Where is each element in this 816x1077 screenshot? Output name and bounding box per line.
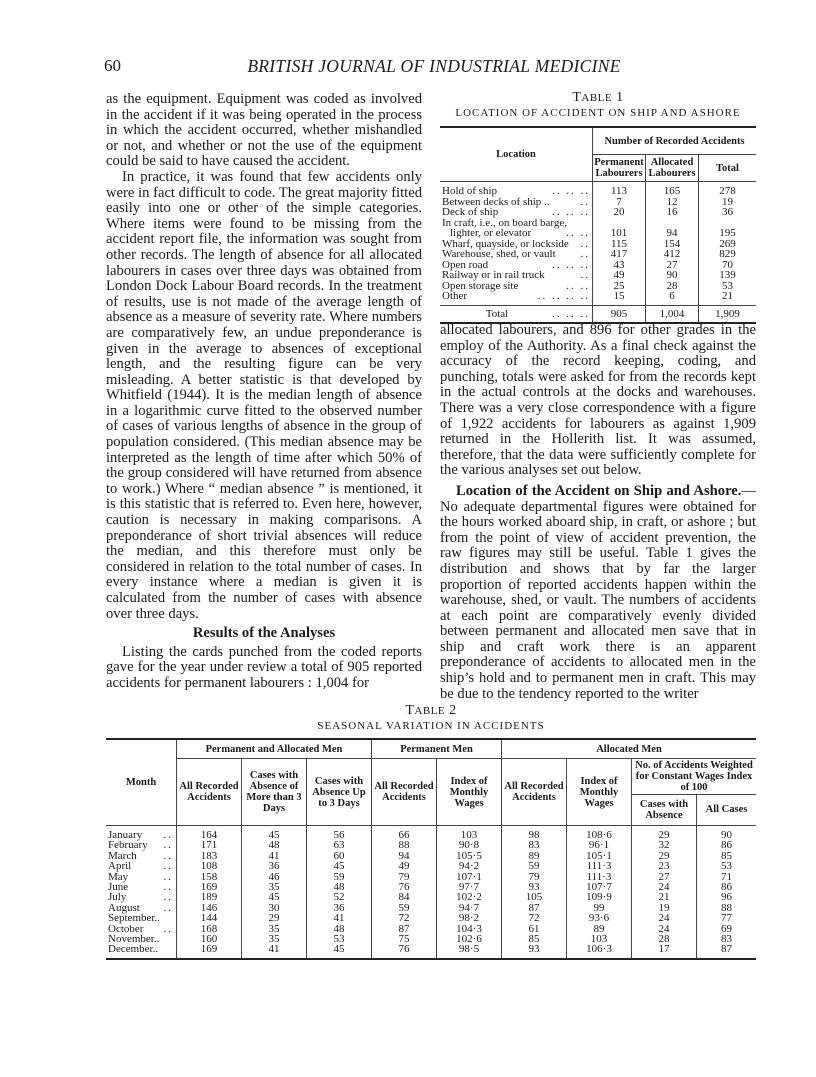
month-cell xyxy=(106,826,177,841)
table1-header-permanent: Permanent Labourers xyxy=(593,155,646,182)
pa-all-cell: 108 xyxy=(177,861,242,871)
w-all-cell: 83 xyxy=(721,933,732,946)
allocated-cell: 16 xyxy=(646,207,699,218)
table2-header-w-all: All Cases xyxy=(697,794,757,825)
w-all-cell: 86 xyxy=(721,839,732,852)
w-absence-cell: 17 xyxy=(632,944,697,958)
p-wages-cell: 103 xyxy=(437,826,502,841)
month-label: August xyxy=(108,901,140,914)
month-label: April xyxy=(108,860,132,873)
table1-header-group: Number of Recorded Accidents xyxy=(593,127,757,155)
p-all-cell: 84 xyxy=(372,892,437,902)
a-all-cell: 79 xyxy=(502,872,567,882)
dot-leader: .. xyxy=(163,922,173,935)
location-cell xyxy=(440,182,593,197)
dot-leader: .. xyxy=(163,860,173,873)
right-column xyxy=(440,323,756,702)
pa-all-cell: 160 xyxy=(177,934,242,944)
location-label: Railway or in rail truck xyxy=(442,269,545,281)
pa-all-cell: 169 xyxy=(177,944,242,958)
a-all-cell: 93 xyxy=(502,944,567,958)
dot-leader: .. xyxy=(163,870,173,883)
permanent-cell: 115 xyxy=(593,239,646,250)
table-row xyxy=(440,291,756,305)
table1-title xyxy=(440,90,756,119)
run-in-heading: Location of the Accident on Ship and Ashore. xyxy=(456,482,742,499)
location-cell xyxy=(440,291,593,305)
a-all-cell: 85 xyxy=(502,934,567,944)
paragraph: In practice, it was found that few accidents only were in fact difficult to code. The great majority fitted easily into one or other of the simple categories. Where items were found to be missing from the accident report file, the information was sought from other records. The length of absence for all allocated labourers in cases over three days was obtained from London Dock Labour Board records. In the treatment of results, use is not made of the average length of absence as a measure of severity rate. Where numbers are comparatively few, an undue preponderance is given in the average to absences of exceptional length, and the resulting figure can be very misleading. A better statistic is that developed by Whitfield (1944). It is the median length of absence in a logarithmic curve fitted to the observed number of cases of various lengths of absence in the group of population considered. (This median absence may be interpreted as the length of time after which 50% of the group considered will have returned from absence to work.) Where “ median absence ” is mentioned, it is this statistic that is referred to. Even here, however, caution is necessary in making comparisons. A preponderance of short trivial absences will reduce the median, and this therefore must only be considered in relation to the total number of cases. In every instance where a median is given it is calculated from the number of cases with absence over three days. xyxy=(106,168,422,622)
dot-leader: .. xyxy=(580,237,590,250)
month-label: March xyxy=(108,849,137,862)
total-cell: 829 xyxy=(719,248,736,260)
allocated-cell: 28 xyxy=(646,281,699,292)
location-label: lighter, or elevator xyxy=(450,227,532,239)
w-absence-cell: 23 xyxy=(632,861,697,871)
a-all-cell: 89 xyxy=(502,851,567,861)
pa-all-cell: 171 xyxy=(177,840,242,850)
pa-more3-cell: 35 xyxy=(242,882,307,892)
total-cell: 195 xyxy=(719,227,736,239)
permanent-cell: 49 xyxy=(593,270,646,281)
table-row xyxy=(440,281,756,292)
pa-upto3-cell: 56 xyxy=(307,826,372,841)
location-label: Wharf, quayside, or lockside xyxy=(442,237,569,250)
dot-leader: .. xyxy=(580,269,590,281)
p-wages-cell: 104·3 xyxy=(437,924,502,934)
pa-more3-cell: 36 xyxy=(242,861,307,871)
allocated-cell: 165 xyxy=(646,182,699,197)
allocated-cell: 412 xyxy=(646,249,699,260)
table-row xyxy=(106,826,756,841)
p-wages-cell: 107·1 xyxy=(437,872,502,882)
pa-more3-cell: 45 xyxy=(242,892,307,902)
p-wages-cell: 98·5 xyxy=(437,944,502,958)
a-wages-cell: 89 xyxy=(567,924,632,934)
dot-leader: .. .. xyxy=(566,227,590,239)
left-column xyxy=(106,92,422,692)
a-all-cell: 93 xyxy=(502,882,567,892)
w-absence-cell: 21 xyxy=(632,892,697,902)
pa-all-cell: 144 xyxy=(177,913,242,923)
pa-upto3-cell: 48 xyxy=(307,882,372,892)
total-label: Total xyxy=(485,307,509,320)
p-all-cell: 79 xyxy=(372,872,437,882)
table2-header-month: Month xyxy=(106,739,177,826)
pa-upto3-cell: 48 xyxy=(307,924,372,934)
permanent-cell: 101 xyxy=(593,228,646,239)
total-cell: 70 xyxy=(722,258,733,271)
a-all-cell: 72 xyxy=(502,913,567,923)
pa-upto3-cell: 36 xyxy=(307,903,372,913)
p-wages-cell: 102·6 xyxy=(437,934,502,944)
w-all-cell: 88 xyxy=(721,901,732,914)
w-absence-cell: 19 xyxy=(632,903,697,913)
w-absence-cell: 24 xyxy=(632,882,697,892)
paragraph: Listing the cards punched from the coded reports gave for the year under review a total of 905 reported accidents for permanent labourers : 1,004 for xyxy=(106,643,422,691)
paragraph-location xyxy=(440,484,756,702)
total-cell: 21 xyxy=(722,290,733,302)
a-all-cell: 59 xyxy=(502,861,567,871)
pa-all-cell: 168 xyxy=(177,924,242,934)
running-header xyxy=(104,56,764,80)
w-all-cell: 87 xyxy=(721,943,732,956)
table2-group-permanent: Permanent Men xyxy=(372,739,502,759)
table-row xyxy=(106,944,756,958)
a-wages-cell: 103 xyxy=(567,934,632,944)
pa-more3-cell: 41 xyxy=(242,944,307,958)
page-number: 60 xyxy=(104,56,121,75)
dot-leader: .. xyxy=(163,891,173,904)
table2-header-weighted: No. of Accidents Weighted for Constant Wages Index of 100 xyxy=(632,759,757,795)
a-wages-cell: 105·1 xyxy=(567,851,632,861)
w-all-cell: 90 xyxy=(721,829,732,841)
w-absence-cell: 27 xyxy=(632,872,697,882)
table2-title xyxy=(106,703,756,732)
pa-upto3-cell: 45 xyxy=(307,861,372,871)
permanent-cell: 43 xyxy=(593,260,646,271)
table2-label: TABLE 2 xyxy=(405,703,457,718)
pa-upto3-cell: 41 xyxy=(307,913,372,923)
pa-upto3-cell: 45 xyxy=(307,944,372,958)
table-row xyxy=(440,182,756,197)
a-wages-cell: 93·6 xyxy=(567,913,632,923)
location-label: In craft, i.e., on board barge, xyxy=(442,216,568,229)
pa-more3-cell: 35 xyxy=(242,924,307,934)
dot-leader: .. .. .. xyxy=(552,258,590,271)
pa-upto3-cell: 53 xyxy=(307,934,372,944)
dot-leader: .. .. .. xyxy=(552,307,590,320)
dot-leader: .. .. .. xyxy=(552,206,590,218)
pa-upto3-cell: 60 xyxy=(307,851,372,861)
p-all-cell: 87 xyxy=(372,924,437,934)
allocated-cell: 94 xyxy=(646,228,699,239)
location-label: Open road xyxy=(442,258,489,271)
total-row xyxy=(440,305,756,323)
allocated-cell: 27 xyxy=(646,260,699,271)
location-label: Open storage site xyxy=(442,279,519,292)
pa-more3-cell: 35 xyxy=(242,934,307,944)
total-cell: 139 xyxy=(719,269,736,281)
section-heading: Results of the Analyses xyxy=(192,625,336,642)
a-wages-cell: 108·6 xyxy=(567,826,632,841)
pa-more3-cell: 48 xyxy=(242,840,307,850)
pa-more3-cell: 46 xyxy=(242,872,307,882)
dot-leader: .. xyxy=(163,881,173,894)
w-absence-cell: 24 xyxy=(632,924,697,934)
table2-header-pa-all: All Recorded Accidents xyxy=(177,759,242,826)
w-all-cell: 69 xyxy=(721,922,732,935)
total-total-cell: 1,909 xyxy=(699,305,757,323)
month-label: July xyxy=(108,891,127,904)
table1-header-allocated: Allocated Labourers xyxy=(646,155,699,182)
table2-header-a-all: All Recorded Accidents xyxy=(502,759,567,826)
total-cell: 278 xyxy=(719,185,736,197)
dot-leader: .. xyxy=(580,195,590,208)
table2-group-allocated: Allocated Men xyxy=(502,739,757,759)
w-all-cell: 77 xyxy=(721,912,732,925)
dot-leader: .. .. xyxy=(566,279,590,292)
p-wages-cell: 97·7 xyxy=(437,882,502,892)
pa-upto3-cell: 59 xyxy=(307,872,372,882)
table2-header-p-all: All Recorded Accidents xyxy=(372,759,437,826)
dot-leader: .. .. .. .. xyxy=(537,290,590,302)
a-wages-cell: 99 xyxy=(567,903,632,913)
w-absence-cell: 32 xyxy=(632,840,697,850)
p-wages-cell: 94·2 xyxy=(437,861,502,871)
p-all-cell: 75 xyxy=(372,934,437,944)
table2-header-pa-more3: Cases with Absence of More than 3 Days xyxy=(242,759,307,826)
pa-more3-cell: 41 xyxy=(242,851,307,861)
table2 xyxy=(106,738,756,960)
p-all-cell: 76 xyxy=(372,882,437,892)
allocated-cell: 12 xyxy=(646,197,699,208)
p-all-cell: 76 xyxy=(372,944,437,958)
dot-leader: .. xyxy=(163,839,173,852)
w-all-cell: 71 xyxy=(721,870,732,883)
p-all-cell: 66 xyxy=(372,826,437,841)
table2-header-w-absence: Cases with Absence xyxy=(632,794,697,825)
allocated-cell: 90 xyxy=(646,270,699,281)
pa-upto3-cell: 63 xyxy=(307,840,372,850)
a-wages-cell: 96·1 xyxy=(567,840,632,850)
pa-more3-cell: 29 xyxy=(242,913,307,923)
table1-header-location: Location xyxy=(440,127,593,182)
pa-all-cell: 189 xyxy=(177,892,242,902)
table1 xyxy=(440,126,756,324)
p-all-cell: 59 xyxy=(372,903,437,913)
p-all-cell: 88 xyxy=(372,840,437,850)
total-permanent-cell: 905 xyxy=(593,305,646,323)
total-allocated-cell: 1,004 xyxy=(646,305,699,323)
dot-leader: .. xyxy=(163,901,173,914)
table2-header-a-wages: Index of Monthly Wages xyxy=(567,759,632,826)
permanent-cell: 20 xyxy=(593,207,646,218)
w-all-cell: 86 xyxy=(721,881,732,894)
permanent-cell: 25 xyxy=(593,281,646,292)
dot-leader: .. xyxy=(163,849,173,862)
month-label: May xyxy=(108,870,129,883)
w-all-cell: 85 xyxy=(721,849,732,862)
p-wages-cell: 90·8 xyxy=(437,840,502,850)
allocated-cell: 154 xyxy=(646,239,699,250)
location-label: Warehouse, shed, or vault xyxy=(442,248,556,260)
total-label-cell xyxy=(440,305,593,323)
w-absence-cell: 28 xyxy=(632,934,697,944)
dot-leader: .. .. .. xyxy=(552,185,590,197)
month-label: November.. xyxy=(108,933,160,946)
total-cell: 36 xyxy=(722,206,733,218)
location-label: Between decks of ship .. xyxy=(442,195,550,208)
permanent-cell: 15 xyxy=(593,291,646,305)
w-all-cell: 96 xyxy=(721,891,732,904)
a-all-cell: 105 xyxy=(502,892,567,902)
p-wages-cell: 98·2 xyxy=(437,913,502,923)
pa-upto3-cell: 52 xyxy=(307,892,372,902)
pa-all-cell: 183 xyxy=(177,851,242,861)
table2-caption: SEASONAL VARIATION IN ACCIDENTS xyxy=(317,720,545,732)
a-wages-cell: 106·3 xyxy=(567,944,632,958)
pa-more3-cell: 45 xyxy=(242,826,307,841)
month-label: February xyxy=(108,839,148,852)
a-wages-cell: 111·3 xyxy=(567,861,632,871)
a-wages-cell: 107·7 xyxy=(567,882,632,892)
permanent-cell: 417 xyxy=(593,249,646,260)
total-cell: 19 xyxy=(722,195,733,208)
dot-leader: .. xyxy=(580,248,590,260)
a-all-cell: 61 xyxy=(502,924,567,934)
pa-all-cell: 169 xyxy=(177,882,242,892)
pa-all-cell: 158 xyxy=(177,872,242,882)
table1-label: TABLE 1 xyxy=(572,90,624,105)
location-label: Deck of ship xyxy=(442,206,499,218)
month-label: September.. xyxy=(108,912,160,925)
p-all-cell: 49 xyxy=(372,861,437,871)
table2-header-pa-upto3: Cases with Absence Up to 3 Days xyxy=(307,759,372,826)
paragraph-text: —No adequate departmental figures were obtained for the hours worked aboard ship, in craft, or ashore ; but from the point of view of accident prevention, the raw figures may still be useful. Table 1 gives the distribution and shows that by far the larger proportion of reported accidents happen within the warehouse, shed, or vault. The numbers of accidents at each point are comparatively evenly divided between permanent and allocated men save that in ship and craft work there is an apparent preponderance of accidents to allocated men in the ship’s hold and to permanent men in craft. This may be due to the tendency reported to the writer xyxy=(440,482,756,702)
permanent-cell: 113 xyxy=(593,182,646,197)
w-absence-cell: 24 xyxy=(632,913,697,923)
a-all-cell: 98 xyxy=(502,826,567,841)
pa-more3-cell: 30 xyxy=(242,903,307,913)
table2-group-perm-alloc: Permanent and Allocated Men xyxy=(177,739,372,759)
w-all-cell: 53 xyxy=(721,860,732,873)
month-label: June xyxy=(108,881,129,894)
a-wages-cell: 109·9 xyxy=(567,892,632,902)
allocated-cell: 6 xyxy=(646,291,699,305)
pa-all-cell: 164 xyxy=(177,826,242,841)
p-wages-cell: 94·7 xyxy=(437,903,502,913)
table2-header-p-wages: Index of Monthly Wages xyxy=(437,759,502,826)
w-absence-cell: 29 xyxy=(632,851,697,861)
a-all-cell: 83 xyxy=(502,840,567,850)
month-label: December.. xyxy=(108,943,159,956)
journal-title: BRITISH JOURNAL OF INDUSTRIAL MEDICINE xyxy=(247,56,621,76)
total-cell: 53 xyxy=(722,279,733,292)
location-label: Other xyxy=(442,290,468,302)
total-cell: 269 xyxy=(719,237,736,250)
permanent-cell: 7 xyxy=(593,197,646,208)
p-wages-cell: 105·5 xyxy=(437,851,502,861)
p-wages-cell: 102·2 xyxy=(437,892,502,902)
p-all-cell: 72 xyxy=(372,913,437,923)
pa-all-cell: 146 xyxy=(177,903,242,913)
month-label: January xyxy=(108,829,143,841)
paragraph: allocated labourers, and 896 for other grades in the employ of the Authority. As a final check against the accuracy of the record keeping, coding, and punching, totals were asked for from the records kept in the actual controls at the docks and warehouses. There was a very close correspondence with a figure of 1,922 accidents for labourers as against 1,909 returned in the Hollerith list. It was assumed, therefore, that the data were sufficiently complete for the various analyses set out below. xyxy=(440,322,756,479)
p-all-cell: 94 xyxy=(372,851,437,861)
month-label: October xyxy=(108,922,144,935)
w-absence-cell: 29 xyxy=(632,826,697,841)
location-label: Hold of ship xyxy=(442,185,497,197)
a-wages-cell: 111·3 xyxy=(567,872,632,882)
table1-header-total: Total xyxy=(699,155,757,182)
table1-caption: LOCATION OF ACCIDENT ON SHIP AND ASHORE xyxy=(455,107,741,119)
a-all-cell: 87 xyxy=(502,903,567,913)
month-cell xyxy=(106,944,177,958)
dot-leader: .. xyxy=(163,829,173,841)
paragraph: as the equipment. Equipment was coded as involved in the accident if it was being operated in the process in which the accident occurred, whether mishandled or not, and whether or not the use of the equipment could be said to have caused the accident. xyxy=(106,91,422,170)
